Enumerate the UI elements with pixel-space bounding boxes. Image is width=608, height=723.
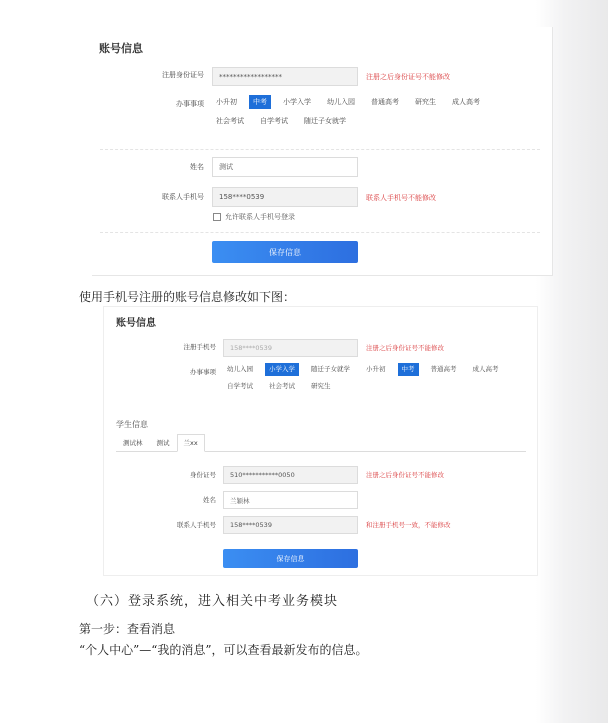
affairs-tag[interactable]: 研究生 xyxy=(311,382,331,390)
affairs-tag[interactable]: 成人高考 xyxy=(452,98,480,106)
affairs-label: 办事事项 xyxy=(190,368,216,376)
id-input[interactable]: ****************** xyxy=(212,67,358,86)
affairs-tag[interactable]: 幼儿入园 xyxy=(227,365,253,373)
allow-login-label: 允许联系人手机号登录 xyxy=(225,213,295,221)
section-title: 账号信息 xyxy=(99,42,143,55)
affairs-tag[interactable]: 随迁子女就学 xyxy=(304,117,346,125)
student-info-title: 学生信息 xyxy=(116,420,148,429)
phone-note: 联系人手机号不能修改 xyxy=(366,194,436,202)
step-1-description: “个人中心”—“我的消息”，可以查看最新发布的信息。 xyxy=(79,643,368,657)
section-title: 账号信息 xyxy=(116,318,156,329)
contact-phone-label: 联系人手机号 xyxy=(177,521,216,529)
phone-label: 联系人手机号 xyxy=(162,193,204,201)
affairs-tag[interactable]: 小学入学 xyxy=(283,98,311,106)
phone-note: 注册之后身份证号不能修改 xyxy=(366,344,444,352)
phone-label: 注册手机号 xyxy=(183,343,216,351)
affairs-tag[interactable]: 自学考试 xyxy=(260,117,288,125)
contact-phone-input[interactable]: 158****0539 xyxy=(223,516,358,534)
affairs-tag[interactable]: 自学考试 xyxy=(227,382,253,390)
affairs-tag[interactable]: 随迁子女就学 xyxy=(311,365,350,373)
affairs-tag[interactable]: 中考 xyxy=(398,363,419,376)
student-tab[interactable]: 测试林 xyxy=(123,439,143,447)
divider xyxy=(100,232,540,233)
save-button[interactable]: 保存信息 xyxy=(223,549,358,568)
student-tabs xyxy=(116,434,205,452)
contact-phone-note: 和注册手机号一致，不能修改 xyxy=(366,521,451,529)
phone-account-info-panel xyxy=(103,306,538,576)
section-heading: （六）登录系统，进入相关中考业务模块 xyxy=(86,594,339,609)
id-label: 注册身份证号 xyxy=(162,71,204,79)
account-info-panel xyxy=(92,27,553,276)
name-label: 姓名 xyxy=(203,496,216,504)
affairs-tag[interactable]: 小升初 xyxy=(216,98,237,106)
student-tab[interactable]: 兰xx xyxy=(177,434,205,452)
id-note: 注册之后身份证号不能修改 xyxy=(366,73,450,81)
affairs-tag[interactable]: 普通高考 xyxy=(430,365,457,373)
affairs-label: 办事事项 xyxy=(176,100,204,108)
affairs-tag-group xyxy=(212,95,497,133)
divider xyxy=(100,149,540,150)
student-tab[interactable]: 测试 xyxy=(156,439,170,447)
affairs-tag[interactable]: 幼儿入园 xyxy=(327,98,355,106)
id-label: 身份证号 xyxy=(190,471,216,479)
id-note: 注册之后身份证号不能修改 xyxy=(366,471,444,479)
affairs-tag[interactable]: 中考 xyxy=(249,95,271,109)
caption-phone-registration: 使用手机号注册的账号信息修改如下图： xyxy=(79,290,296,304)
checkbox-icon xyxy=(213,213,221,221)
phone-input[interactable]: 158****0539 xyxy=(212,187,358,207)
affairs-tag[interactable]: 研究生 xyxy=(415,98,436,106)
affairs-tag[interactable]: 普通高考 xyxy=(371,98,399,106)
affairs-tag-group xyxy=(223,363,523,397)
phone-input[interactable]: 158****0539 xyxy=(223,339,358,357)
affairs-tag[interactable]: 成人高考 xyxy=(472,365,499,373)
affairs-tag[interactable]: 小升初 xyxy=(366,365,386,373)
affairs-tag[interactable]: 社会考试 xyxy=(216,117,244,125)
affairs-tag[interactable]: 社会考试 xyxy=(269,382,295,390)
step-1-title: 第一步：查看消息 xyxy=(79,622,176,636)
affairs-tag[interactable]: 小学入学 xyxy=(265,363,299,376)
name-label: 姓名 xyxy=(190,163,204,171)
allow-phone-login-checkbox[interactable] xyxy=(213,212,295,222)
name-input[interactable]: 测试 xyxy=(212,157,358,177)
name-input[interactable]: 兰颖林 xyxy=(223,491,358,509)
id-input[interactable]: 510***********0050 xyxy=(223,466,358,484)
save-button[interactable]: 保存信息 xyxy=(212,241,358,263)
